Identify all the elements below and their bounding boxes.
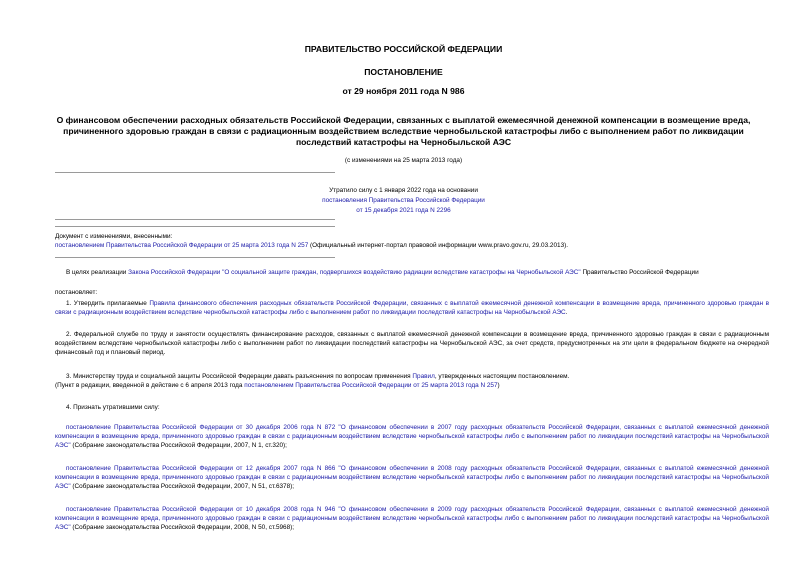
status-link-date[interactable]: от 15 декабря 2021 года N 2296: [356, 207, 451, 214]
status-line: Утратило силу с 1 января 2022 года на основании: [329, 187, 478, 194]
repealed-source-2: (Собрание законодательства Российской Федерации, 2007, N 51, ст.6378);: [70, 482, 295, 490]
changes-block: [55, 233, 769, 251]
item-1-prefix: 1. Утвердить прилагаемые: [66, 300, 150, 307]
changes-line: [55, 242, 769, 251]
repealed-link-2[interactable]: постановление Правительства Российской Федерации от 12 декабря 2007 года N 866 "О финансовом обеспечении в 2008 году расходных обязательств Российской Федерации, связанных с выплатой ежемесячной денежной компенсации в возмещение вреда, причиненного здоровью граждан в связи с радиационным воздействием вследствие чернобыльской катастрофы либо с выполнением работ по ликвидации последствий катастрофы на Чернобыльской АЭС": [55, 465, 769, 490]
preamble: [55, 269, 769, 278]
document-title: О финансовом обеспечении расходных обязательств Российской Федерации, связанных с выплатой ежемесячной денежной компенсации в возмещение вреда, причиненного здоровью граждан в связи с радиационным воздействием вследствие чернобыльской катастрофы либо с выполнением работ по ликвидации последствий катастрофы на Чернобыльской АЭС: [56, 115, 751, 147]
rules-link[interactable]: Правила финансового обеспечения расходных обязательств Российской Федерации, связанных с выплатой ежемесячной денежной компенсации в возмещение вреда, причиненного здоровью граждан в связи с радиационным воздействием вследствие чернобыльской катастрофы либо с выполнением работ по ликвидации последствий катастрофы на Чернобыльской АЭС: [55, 300, 769, 316]
preamble-prefix: В целях реализации: [66, 269, 129, 276]
status-link-decree[interactable]: постановления Правительства Российской Федерации: [322, 197, 485, 204]
item-1-suffix: .: [565, 308, 568, 316]
item-1: [55, 300, 769, 318]
item-3-suffix: , утвержденных настоящим постановлением.: [434, 373, 570, 380]
changes-heading: Документ с изменениями, внесенными:: [55, 233, 173, 240]
changes-link[interactable]: постановлением Правительства Российской Федерации от 25 марта 2013 года N 257: [55, 241, 309, 249]
item-3-text: [55, 373, 769, 382]
government-heading: ПРАВИТЕЛЬСТВО РОССИЙСКОЙ ФЕДЕРАЦИИ: [304, 44, 503, 54]
divider-rule: [55, 257, 335, 258]
repealed-source-3: (Собрание законодательства Российской Федерации, 2008, N 50, ст.5968);: [70, 523, 295, 531]
amendment-link[interactable]: постановлением Правительства Российской Федерации от 25 марта 2013 года N 257: [244, 381, 498, 389]
repealed-item-2: [55, 465, 769, 492]
item-4: 4. Признать утратившими силу:: [66, 404, 160, 411]
document-type-heading: ПОСТАНОВЛЕНИЕ: [364, 67, 443, 77]
changes-source: (Официальный интернет-портал правовой информации www.pravo.gov.ru, 29.03.2013).: [308, 241, 569, 249]
rules-short-link[interactable]: Правил: [412, 373, 435, 380]
preamble-suffix: Правительство Российской Федерации: [580, 269, 699, 276]
divider-rule: [55, 219, 335, 220]
status-block: [0, 186, 807, 216]
repealed-item-1: [55, 424, 769, 451]
repealed-source-1: (Собрание законодательства Российской Федерации, 2007, N 1, ст.320);: [70, 441, 287, 449]
item-3-note-suffix: ): [497, 381, 500, 389]
item-3-note: [55, 382, 769, 391]
item-3-note-prefix: (Пункт в редакции, введенной в действие с 6 апреля 2013 года: [55, 381, 245, 389]
document-date-heading: от 29 ноября 2011 года N 986: [342, 86, 465, 96]
amendments-note: (с изменениями на 25 марта 2013 года): [344, 157, 463, 164]
item-3: [55, 373, 769, 391]
repealed-link-3[interactable]: постановление Правительства Российской Федерации от 10 декабря 2008 года N 946 "О финансовом обеспечении в 2009 году расходных обязательств Российской Федерации, связанных с выплатой ежемесячной денежной компенсации в возмещение вреда, причиненного здоровью граждан в связи с радиационным воздействием вследствие чернобыльской катастрофы либо с выполнением работ по ликвидации последствий катастрофы на Чернобыльской АЭС": [55, 506, 769, 531]
item-2: 2. Федеральной службе по труду и занятости осуществлять финансирование расходов, связанных с выплатой ежемесячной денежной компенсации в возмещение вреда, причиненного здоровью граждан в связи с радиационным воздействием вследствие чернобыльской катастрофы либо с выполнением работ по ликвидации последствий катастрофы на Чернобыльской АЭС, за счет средств, предусмотренных на эти цели в федеральном бюджете на очередной финансовый год и плановый период.: [55, 331, 769, 356]
item-3-prefix: 3. Министерству труда и социальной защиты Российской Федерации давать разъяснения по вопросам применения: [66, 373, 413, 380]
repealed-item-3: [55, 506, 769, 533]
law-link[interactable]: Закона Российской Федерации "О социальной защите граждан, подвергшихся воздействию радиации вследствие катастрофы на Чернобыльской АЭС": [128, 269, 581, 276]
repealed-link-1[interactable]: постановление Правительства Российской Федерации от 30 декабря 2006 года N 872 "О финансовом обеспечении в 2007 году расходных обязательств Российской Федерации, связанных с выплатой ежемесячной денежной компенсации в возмещение вреда, причиненного здоровью граждан в связи с радиационным воздействием вследствие чернобыльской катастрофы либо с выполнением работ по ликвидации последствий катастрофы на Чернобыльской АЭС": [55, 424, 769, 449]
divider-rule: [55, 226, 335, 227]
divider-rule: [55, 172, 335, 173]
decides-line: постановляет:: [55, 289, 98, 296]
